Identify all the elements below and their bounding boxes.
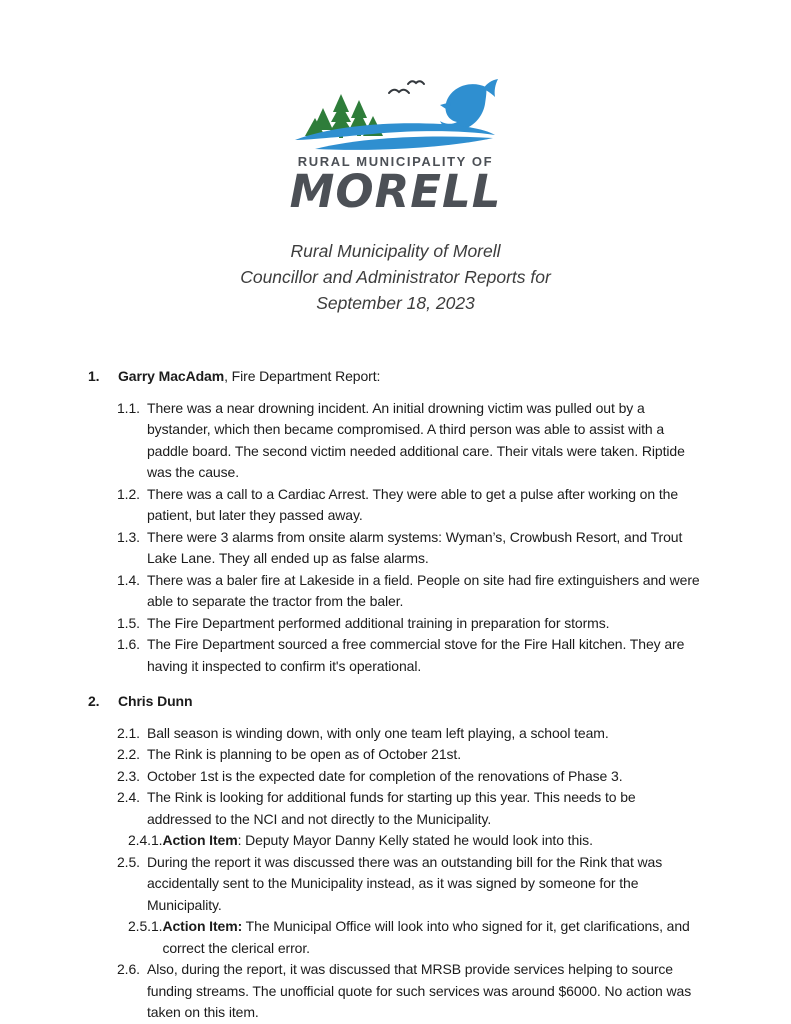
title-line-1: Rural Municipality of Morell: [290, 241, 501, 261]
item-number: 1.4.: [117, 571, 140, 588]
fish-icon: [440, 79, 498, 131]
item-number: 2.5.1.: [128, 918, 163, 934]
item-number: 2.6.: [117, 961, 140, 977]
list-item: [117, 613, 703, 635]
logo-org-name: MORELL: [289, 165, 502, 218]
list-item: [117, 723, 703, 745]
title-line-3: September 18, 2023: [316, 293, 475, 313]
item-number: 1.3.: [117, 528, 140, 545]
list-item: [117, 744, 703, 766]
item-text: There was a call to a Cardiac Arrest. They were able to get a pulse after working on the patient, but later they passed away.: [147, 485, 679, 523]
item-number: 2.1.: [117, 724, 140, 741]
item-number: 2.5.: [117, 853, 140, 870]
list-item: [128, 916, 703, 959]
item-number: 1.2.: [117, 485, 140, 502]
item-number: 1.1.: [117, 399, 140, 416]
title-line-2: Councillor and Administrator Reports for: [240, 267, 551, 287]
section-number: 1.: [88, 368, 100, 384]
municipality-logo: [88, 78, 703, 218]
item-number: 2.4.1.: [128, 832, 163, 848]
item-text: The Fire Department performed additional training in preparation for storms.: [147, 614, 610, 631]
item-number: 2.4.: [117, 789, 140, 805]
list-item: [117, 570, 703, 613]
list-item: [117, 527, 703, 570]
list-item: [117, 634, 703, 677]
document-title: [88, 238, 703, 316]
item-text: During the report it was discussed there was an outstanding bill for the Rink that was accidentally sent to the Municipality instead, as it was signed by someone for the Municipality.: [147, 853, 663, 913]
item-text: October 1st is the expected date for completion of the renovations of Phase 3.: [147, 767, 623, 784]
item-text: The Rink is looking for additional funds for starting up this year. This needs to be addressed to the NCI and not directly to the Municipality.: [147, 789, 636, 827]
item-text: The Fire Department sourced a free commercial stove for the Fire Hall kitchen. They are having it inspected to confirm it's operational.: [147, 636, 685, 674]
section-heading: [88, 691, 703, 713]
section-title: Garry MacAdam, Fire Department Report:: [118, 368, 381, 384]
item-text: Also, during the report, it was discussed that MRSB provide services helping to source funding streams. The unofficial quote for such services was around $6000. No action was taken on this item.: [147, 961, 692, 1020]
item-text: There were 3 alarms from onsite alarm systems: Wyman’s, Crowbush Resort, and Trout Lake Lane. They all ended up as false alarms.: [147, 528, 683, 566]
list-item: [117, 398, 703, 484]
list-item: [117, 959, 703, 1024]
report-sections: [88, 366, 703, 1024]
item-number: 1.5.: [117, 614, 140, 631]
item-number: 1.6.: [117, 636, 140, 652]
section-number: 2.: [88, 693, 100, 709]
list-item: [117, 787, 703, 830]
list-item: [128, 830, 703, 852]
birds-icon: [389, 81, 424, 93]
item-text: Ball season is winding down, with only one team left playing, a school team.: [147, 724, 609, 741]
list-item: [117, 766, 703, 788]
item-text: There was a baler fire at Lakeside in a field. People on site had fire extinguishers and were able to separate the tractor from the baler.: [147, 571, 700, 609]
item-text: The Rink is planning to be open as of October 21st.: [147, 746, 461, 762]
item-number: 2.2.: [117, 746, 140, 762]
list-item: [117, 484, 703, 527]
report-section: [88, 366, 703, 677]
section-title: Chris Dunn: [118, 693, 193, 709]
item-text: There was a near drowning incident. An initial drowning victim was pulled out by a bystander, which then became compromised. A third person was able to assist with a paddle board. The second victim needed additional care. Their vitals were taken. Riptide was the cause.: [147, 399, 685, 480]
logo-org-line: RURAL MUNICIPALITY OF: [297, 154, 494, 169]
item-text: Action Item: The Municipal Office will look into who signed for it, get clarifications, and correct the clerical error.: [162, 918, 690, 956]
section-heading: [88, 366, 703, 388]
item-number: 2.3.: [117, 767, 140, 784]
item-text: Action Item: Deputy Mayor Danny Kelly stated he would look into this.: [162, 832, 593, 848]
report-section: [88, 691, 703, 1024]
logo-artwork: [291, 78, 501, 152]
list-item: [117, 852, 703, 917]
